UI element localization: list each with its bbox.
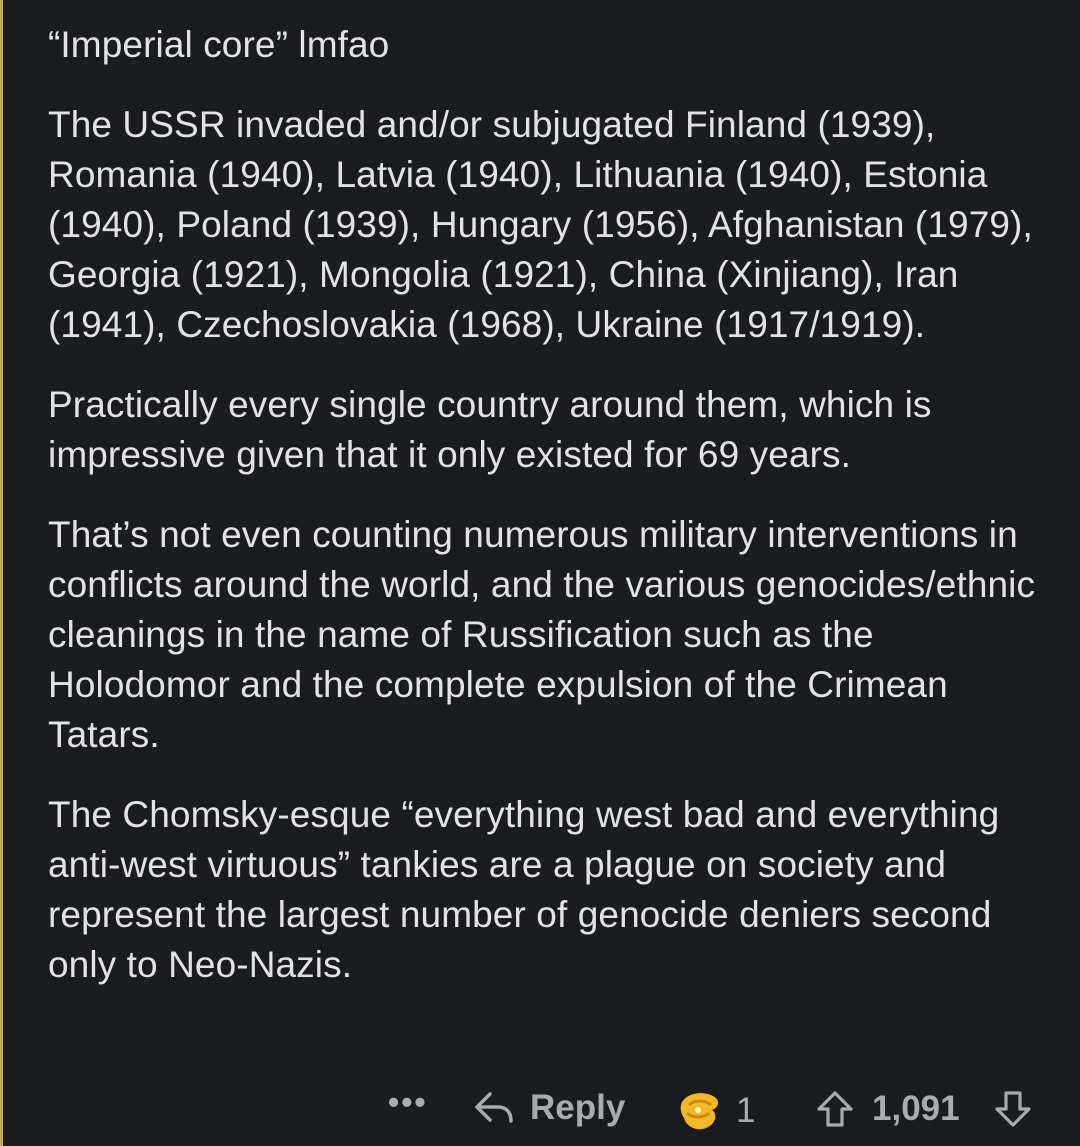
comment-paragraph-1: “Imperial core” lmfao bbox=[48, 24, 390, 65]
reply-label: Reply bbox=[530, 1088, 626, 1127]
vote-score: 1,091 bbox=[872, 1089, 960, 1128]
thread-line[interactable] bbox=[0, 0, 3, 1146]
downvote-arrow-icon bbox=[992, 1088, 1034, 1130]
comment-paragraph-4: That’s not even counting numerous military interventions in conflicts around the world, and the various genocides/ethnic cleanings in the name of Russification such as the Holodomor and the complete expulsion of the Crimean Tatars. bbox=[48, 514, 1036, 755]
more-dots-icon: ••• bbox=[388, 1084, 428, 1120]
reply-arrow-icon bbox=[472, 1088, 530, 1128]
award-count: 1 bbox=[736, 1091, 756, 1130]
more-options-button[interactable] bbox=[388, 1084, 428, 1121]
downvote-button[interactable] bbox=[992, 1088, 1034, 1130]
comment-paragraph-3: Practically every single country around them, which is impressive given that it only existed for 69 years. bbox=[48, 384, 932, 475]
upvote-arrow-icon bbox=[814, 1088, 856, 1130]
comment-action-bar bbox=[0, 1080, 1080, 1140]
award-icon bbox=[676, 1088, 722, 1134]
reply-button[interactable] bbox=[472, 1088, 625, 1128]
comment-paragraph-2: The USSR invaded and/or subjugated Finland (1939), Romania (1940), Latvia (1940), Lithuania (1940), Estonia (1940), Poland (1939), Hungary (1956), Afghanistan (1979), Georgia (1921), Mongolia (1921), China (Xinjiang), Iran (1941), Czechoslovakia (1968), Ukraine (1917/1919). bbox=[48, 104, 1033, 345]
upvote-button[interactable] bbox=[814, 1088, 960, 1130]
award-button[interactable] bbox=[676, 1088, 755, 1134]
comment-body bbox=[48, 20, 1048, 1020]
comment-paragraph-5: The Chomsky-esque “everything west bad and everything anti-west virtuous” tankies are a plague on society and represent the largest number of genocide deniers second only to Neo-Nazis. bbox=[48, 794, 1000, 985]
